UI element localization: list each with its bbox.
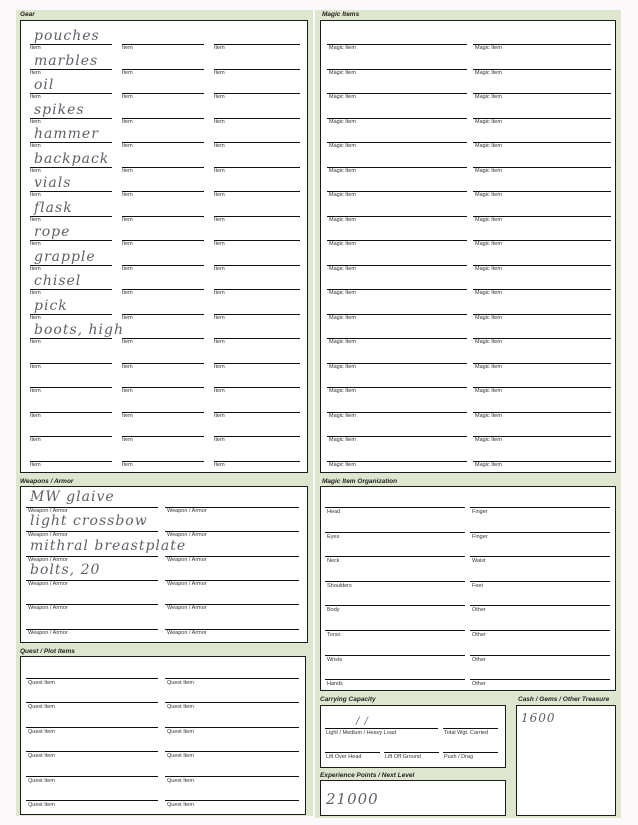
gear-item-label: Item [122,265,133,272]
gear-item-label: Item [122,69,133,76]
weapon-label: Weapon / Armor [28,532,68,539]
gear-item-label: Item [214,461,225,468]
gear-item-label: Item [30,216,41,223]
gear-item-line[interactable] [122,167,204,168]
gear-item-label: Item [30,143,41,149]
gear-item-line[interactable] [122,44,204,45]
weapons-title: Weapons / Armor [20,478,74,485]
gear-item-label: Item [214,167,225,174]
magic-slot-label: Finger [472,509,488,515]
gear-item-line[interactable] [214,338,300,339]
quest-title: Quest / Plot Items [20,648,75,655]
gear-item-line[interactable] [30,363,112,364]
magic-item-label: Magic Item [329,461,356,468]
gear-item-line[interactable] [122,265,204,266]
gear-item-line[interactable] [214,44,300,45]
gear-item-label: Item [214,412,225,419]
gear-item-line[interactable] [122,412,204,413]
gear-item-label: Item [122,339,133,345]
gear-item-line[interactable] [30,191,112,192]
gear-item-label: Item [214,363,225,370]
quest-label: Quest Item [28,777,55,784]
gear-item-line[interactable] [30,167,112,168]
gear-entry[interactable]: chisel [34,273,82,289]
weapon-entry[interactable]: mithral breastplate [30,537,187,554]
magic-slot-line[interactable] [325,679,465,680]
gear-entry[interactable]: marbles [34,52,99,69]
magic-item-label: Magic Item [329,143,356,149]
gear-item-line[interactable] [30,240,112,241]
quest-label: Quest Item [28,704,55,711]
cash-value[interactable]: 1600 [521,711,556,725]
gear-item-label: Item [214,118,225,125]
gear-item-label: Item [122,167,133,174]
gear-item-label: Item [30,339,41,345]
gear-item-label: Item [122,412,133,419]
gear-item-line[interactable] [122,461,204,462]
gear-item-label: Item [122,388,133,394]
gear-item-line[interactable] [122,93,204,94]
gear-item-label: Item [214,69,225,76]
gear-item-label: Item [214,241,225,247]
quest-line[interactable] [165,727,299,728]
cash-title: Cash / Gems / Other Treasure [518,696,610,703]
gear-item-line[interactable] [214,314,300,315]
magic-items-title: Magic Items [322,11,360,18]
gear-item-label: Item [214,290,225,296]
magic-item-label: Magic Item [329,118,356,125]
gear-item-line[interactable] [122,69,204,70]
magic-item-label: Magic Item [329,216,356,223]
magic-slot-label: Feet [472,582,484,589]
lift-over-head-label: Lift Over Head [326,754,362,760]
total-weight-label: Total Wgt. Carried [444,730,489,736]
gear-item-label: Item [122,192,133,198]
gear-item-label: Item [214,437,225,443]
gear-entry[interactable]: rope [34,224,71,240]
magic-slot-line[interactable] [325,581,465,582]
gear-entry[interactable]: vials [34,175,72,191]
gear-item-label: Item [30,69,41,76]
gear-item-line[interactable] [214,69,300,70]
gear-item-label: Item [30,290,41,296]
quest-box [20,656,306,815]
gear-item-line[interactable] [214,191,300,192]
gear-item-line[interactable] [214,461,300,462]
quest-label: Quest Item [28,753,55,760]
gear-entry[interactable]: oil [34,77,55,93]
magic-slot-label: Head [327,509,341,515]
load-label: Light / Medium / Heavy Load [326,730,397,736]
weapon-entry[interactable]: bolts, 20 [30,561,101,578]
magic-item-label: Magic Item [329,94,356,100]
gear-item-label: Item [214,94,225,100]
magic-slot-line[interactable] [325,532,465,533]
magic-item-label: Magic Item [329,412,356,419]
gear-item-line[interactable] [30,387,112,388]
gear-item-line[interactable] [122,363,204,364]
magic-item-label: Magic Item [329,265,356,272]
gear-item-label: Item [30,388,41,394]
gear-item-line[interactable] [122,118,204,119]
gear-item-line[interactable] [30,314,112,315]
gear-title: Gear [20,11,35,18]
magic-item-label: Magic Item [475,216,502,223]
magic-slot-line[interactable] [325,655,465,656]
gear-entry[interactable]: flask [34,199,73,216]
weapon-entry[interactable]: light crossbow [30,513,148,530]
gear-item-label: Item [122,437,133,443]
magic-item-label: Magic Item [475,94,502,100]
weapon-label: Weapon / Armor [28,556,68,563]
gear-item-line[interactable] [30,461,112,462]
lift-off-ground-line[interactable] [384,752,439,753]
gear-item-label: Item [30,412,41,419]
gear-item-label: Item [214,314,225,321]
gear-item-line[interactable] [214,240,300,241]
magic-slot-line[interactable] [470,630,610,631]
load-line[interactable] [325,728,438,729]
gear-item-line[interactable] [214,289,300,290]
magic-slot-line[interactable] [470,581,610,582]
magic-item-label: Magic Item [329,388,356,394]
quest-line[interactable] [165,776,299,777]
magic-slot-label: Waist [472,558,486,565]
magic-slot-label: Shoulders [327,582,352,589]
magic-item-label: Magic Item [475,412,502,419]
magic-item-label: Magic Item [329,437,356,443]
magic-item-label: Magic Item [329,45,356,51]
quest-line[interactable] [165,678,299,679]
gear-item-label: Item [122,45,133,51]
weapon-entry[interactable]: MW glaive [30,489,115,505]
quest-line[interactable] [26,776,158,777]
gear-item-line[interactable] [30,142,112,143]
gear-item-label: Item [122,461,133,468]
magic-item-label: Magic Item [475,143,502,149]
gear-item-line[interactable] [30,289,112,290]
magic-item-label: Magic Item [329,363,356,370]
magic-item-label: Magic Item [475,45,502,51]
gear-box [20,20,308,473]
gear-item-label: Item [214,143,225,149]
weapon-label: Weapon / Armor [28,508,68,514]
weapon-label: Weapon / Armor [28,605,68,612]
magic-item-label: Magic Item [475,363,502,370]
magic-slot-label: Other [472,681,486,688]
gear-item-label: Item [30,167,41,174]
magic-item-label: Magic Item [475,437,502,443]
gear-entry[interactable]: grapple [34,248,96,265]
gear-item-line[interactable] [122,387,204,388]
magic-slot-line[interactable] [470,507,610,508]
lift-off-ground-label: Lift Off Ground [385,754,421,760]
gear-item-label: Item [214,388,225,394]
weapon-label: Weapon / Armor [28,629,68,636]
quest-label: Quest Item [28,728,55,735]
gear-item-line[interactable] [122,216,204,217]
gear-item-label: Item [30,314,41,321]
load-slashes: / / [356,716,369,727]
gear-item-line[interactable] [30,412,112,413]
gear-item-line[interactable] [122,289,204,290]
magic-item-label: Magic Item [475,388,502,394]
gear-item-label: Item [30,363,41,370]
gear-item-line[interactable] [30,93,112,94]
quest-line[interactable] [26,751,158,752]
quest-line[interactable] [165,800,299,801]
magic-item-label: Magic Item [329,314,356,321]
total-weight-line[interactable] [443,728,498,729]
gear-item-line[interactable] [214,387,300,388]
magic-item-label: Magic Item [329,290,356,296]
gear-item-line[interactable] [214,118,300,119]
xp-value[interactable]: 21000 [326,790,379,808]
gear-item-line[interactable] [122,191,204,192]
lift-over-head-line[interactable] [325,752,380,753]
magic-item-label: Magic Item [475,69,502,76]
magic-slot-label: Wrists [327,656,343,663]
weapon-label: Weapon / Armor [167,508,207,514]
gear-item-label: Item [214,45,225,51]
magic-slot-label: Eyes [327,533,340,540]
gear-item-line[interactable] [122,314,204,315]
magic-slot-label: Finger [472,533,488,540]
magic-slot-line[interactable] [325,605,465,606]
gear-item-line[interactable] [30,44,112,45]
gear-entry[interactable]: boots, high [34,322,125,338]
quest-line[interactable] [26,727,158,728]
magic-item-label: Magic Item [475,167,502,174]
magic-item-label: Magic Item [329,192,356,198]
gear-item-label: Item [122,363,133,370]
gear-item-line[interactable] [214,142,300,143]
magic-slot-line[interactable] [470,605,610,606]
magic-slot-line[interactable] [470,556,610,557]
magic-org-title: Magic Item Organization [322,478,398,485]
weapon-label: Weapon / Armor [167,580,207,587]
magic-item-label: Magic Item [475,314,502,321]
magic-item-label: Magic Item [475,192,502,198]
magic-slot-label: Other [472,632,486,638]
gear-item-line[interactable] [214,363,300,364]
weapon-label: Weapon / Armor [167,556,207,563]
quest-label: Quest Item [28,802,55,808]
magic-slot-line[interactable] [325,556,465,557]
gear-item-label: Item [30,461,41,468]
magic-item-label: Magic Item [329,69,356,76]
gear-item-line[interactable] [214,167,300,168]
gear-item-line[interactable] [214,216,300,217]
quest-line[interactable] [26,678,158,679]
magic-slot-line[interactable] [470,532,610,533]
push-drag-label: Push / Drag [444,754,474,760]
gear-item-label: Item [122,94,133,100]
magic-slot-line[interactable] [325,507,465,508]
gear-item-label: Item [122,143,133,149]
weapon-label: Weapon / Armor [167,532,207,539]
magic-slot-line[interactable] [325,630,465,631]
gear-item-line[interactable] [122,142,204,143]
magic-item-label: Magic Item [475,118,502,125]
quest-line[interactable] [26,800,158,801]
gear-item-line[interactable] [30,436,112,437]
gear-entry[interactable]: pick [34,297,68,314]
quest-line[interactable] [165,751,299,752]
magic-item-label: Magic Item [329,241,356,247]
magic-item-label: Magic Item [475,339,502,345]
gear-entry[interactable]: spikes [34,101,85,118]
quest-line[interactable] [26,702,158,703]
gear-item-line[interactable] [30,338,112,339]
gear-item-line[interactable] [214,436,300,437]
quest-label: Quest Item [167,728,194,735]
gear-item-label: Item [214,192,225,198]
gear-entry[interactable]: hammer [34,126,99,142]
gear-item-line[interactable] [122,240,204,241]
weapon-label: Weapon / Armor [167,629,207,636]
gear-item-label: Item [30,192,41,198]
gear-item-label: Item [122,290,133,296]
magic-slot-label: Neck [327,558,340,565]
gear-item-line[interactable] [30,265,112,266]
quest-label: Quest Item [167,704,194,711]
magic-item-label: Magic Item [475,265,502,272]
magic-items-box [320,20,616,473]
quest-label: Quest Item [167,680,194,686]
magic-item-label: Magic Item [475,461,502,468]
gear-item-label: Item [214,216,225,223]
gear-item-label: Item [30,241,41,247]
gear-item-label: Item [122,118,133,125]
gear-item-label: Item [30,265,41,272]
xp-title: Experience Points / Next Level [320,772,415,779]
gear-entry[interactable]: pouches [34,28,100,44]
magic-slot-label: Torso [327,632,341,638]
gear-item-label: Item [30,118,41,125]
gear-item-line[interactable] [30,69,112,70]
magic-item-label: Magic Item [475,241,502,247]
gear-item-line[interactable] [122,436,204,437]
quest-label: Quest Item [167,802,194,808]
magic-org-box [320,486,616,691]
magic-slot-label: Other [472,607,486,614]
gear-item-label: Item [122,241,133,247]
quest-label: Quest Item [167,777,194,784]
weapon-label: Weapon / Armor [28,580,68,587]
gear-item-line[interactable] [214,265,300,266]
gear-item-line[interactable] [214,412,300,413]
quest-line[interactable] [165,702,299,703]
gear-entry[interactable]: backpack [34,150,110,167]
gear-item-label: Item [122,314,133,321]
magic-slot-label: Body [327,607,340,614]
magic-item-label: Magic Item [475,290,502,296]
magic-slot-label: Hands [327,681,343,688]
gear-item-label: Item [30,45,41,51]
magic-slot-label: Other [472,656,486,663]
gear-item-label: Item [30,94,41,100]
gear-item-label: Item [214,265,225,272]
gear-item-line[interactable] [122,338,204,339]
gear-item-line[interactable] [30,118,112,119]
magic-item-label: Magic Item [329,167,356,174]
push-drag-line[interactable] [443,752,498,753]
weapon-label: Weapon / Armor [167,605,207,612]
quest-label: Quest Item [167,753,194,760]
gear-item-line[interactable] [214,93,300,94]
carrying-title: Carrying Capacity [320,696,376,703]
quest-label: Quest Item [28,680,55,686]
gear-item-label: Item [214,339,225,345]
magic-item-label: Magic Item [329,339,356,345]
magic-slot-line[interactable] [470,679,610,680]
gear-item-label: Item [30,437,41,443]
magic-slot-line[interactable] [470,655,610,656]
gear-item-label: Item [122,216,133,223]
gear-item-line[interactable] [30,216,112,217]
